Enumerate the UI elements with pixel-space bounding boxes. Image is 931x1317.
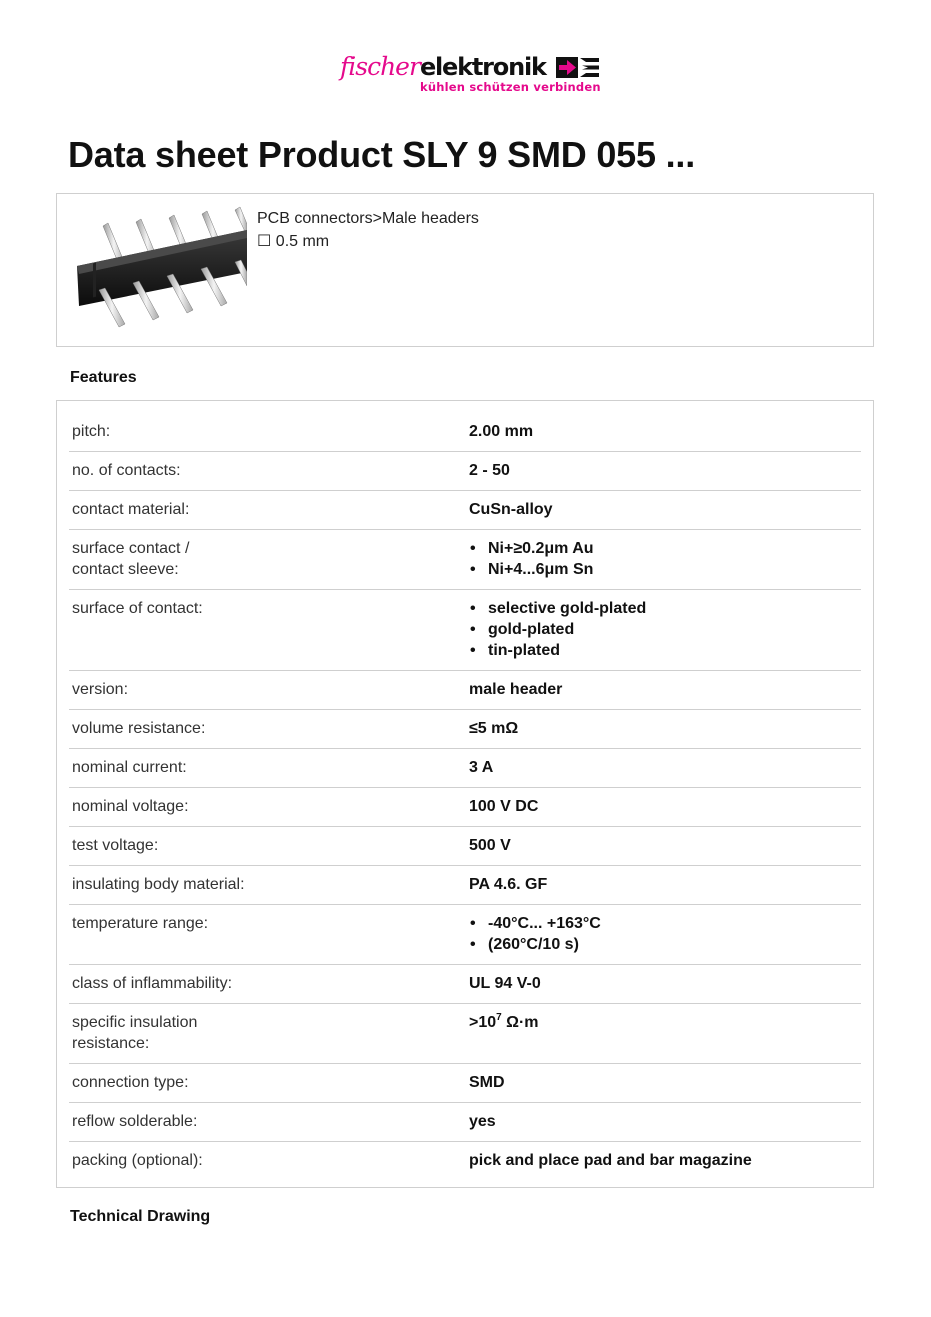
product-summary: [56, 193, 874, 347]
feature-label-line: specific insulation: [72, 1014, 198, 1031]
feature-value: UL 94 V-0: [469, 975, 541, 992]
feature-row-nominal-current: [69, 749, 861, 788]
feature-value-item: • tin-plated: [469, 640, 861, 661]
feature-label: no. of contacts:: [72, 462, 181, 479]
logo-tagline: kühlen schützen verbinden: [420, 80, 601, 94]
feature-value-item: • (260°C/10 s): [469, 934, 861, 955]
feature-label: surface of contact:: [72, 600, 203, 617]
feature-row-pitch: [69, 413, 861, 452]
feature-label: insulating body material:: [72, 876, 245, 893]
feature-label: contact material:: [72, 501, 190, 518]
logo-brand-part1: fischer: [340, 52, 420, 81]
feature-value: 2.00 mm: [469, 423, 534, 440]
feature-row-insulating-body: [69, 866, 861, 905]
feature-row-inflammability: [69, 965, 861, 1004]
feature-row-nominal-voltage: [69, 788, 861, 827]
feature-value: [469, 538, 861, 589]
feature-value-item: • gold-plated: [469, 619, 861, 640]
feature-row-insulation-resistance: [69, 1004, 861, 1064]
feature-row-version: [69, 671, 861, 710]
features-table: [56, 400, 874, 1188]
feature-label: packing (optional):: [72, 1152, 203, 1169]
feature-value-item: • -40°C... +163°C: [469, 913, 861, 934]
feature-label: version:: [72, 681, 129, 698]
feature-label: nominal voltage:: [72, 798, 189, 815]
feature-row-surface-of-contact: [69, 590, 861, 671]
pin-size: ☐ 0.5 mm: [257, 233, 330, 250]
feature-label: class of inflammability:: [72, 975, 233, 992]
feature-value-item: • selective gold-plated: [469, 598, 861, 619]
feature-row-temperature-range: [69, 905, 861, 965]
features-heading: Features: [70, 369, 137, 386]
feature-value: [469, 598, 861, 670]
feature-value: PA 4.6. GF: [469, 876, 548, 893]
feature-label: [69, 538, 469, 589]
feature-row-test-voltage: [69, 827, 861, 866]
feature-row-surface-contact: [69, 530, 861, 590]
feature-label: volume resistance:: [72, 720, 206, 737]
value-base: >10: [469, 1014, 497, 1031]
product-category: [257, 207, 479, 253]
feature-row-contact-material: [69, 491, 861, 530]
value-exponent: 7: [496, 1012, 502, 1023]
value-unit: Ω·m: [501, 1014, 539, 1031]
feature-label: test voltage:: [72, 837, 159, 854]
feature-label: connection type:: [72, 1074, 189, 1091]
logo-arrow-icon: [556, 57, 600, 78]
feature-label: reflow solderable:: [72, 1113, 198, 1130]
feature-label-line: resistance:: [72, 1035, 150, 1052]
feature-value: CuSn-alloy: [469, 501, 553, 518]
feature-row-reflow: [69, 1103, 861, 1142]
feature-label: [69, 1012, 469, 1063]
feature-label-line: surface contact /: [72, 540, 190, 557]
feature-label-line: contact sleeve:: [72, 561, 179, 578]
product-image: [71, 206, 247, 334]
feature-value: 500 V: [469, 837, 511, 854]
feature-row-volume-resistance: [69, 710, 861, 749]
category-path: PCB connectors>Male headers: [257, 210, 479, 227]
feature-row-connection-type: [69, 1064, 861, 1103]
feature-row-contacts: [69, 452, 861, 491]
feature-value: 100 V DC: [469, 798, 539, 815]
feature-row-packing: [69, 1142, 861, 1181]
company-logo: [340, 54, 600, 96]
feature-value: pick and place pad and bar magazine: [469, 1152, 752, 1169]
feature-value: [469, 913, 861, 964]
feature-value: male header: [469, 681, 563, 698]
connector-image: [71, 206, 247, 334]
feature-value: SMD: [469, 1074, 505, 1091]
feature-value-item: • Ni+≥0.2μm Au: [469, 538, 861, 559]
technical-drawing-heading: Technical Drawing: [70, 1208, 211, 1225]
feature-label: nominal current:: [72, 759, 187, 776]
feature-value: yes: [469, 1113, 496, 1130]
feature-value: 3 A: [469, 759, 494, 776]
logo-brand-part2: elektronik: [419, 53, 546, 81]
feature-value: ≤5 mΩ: [469, 720, 519, 737]
feature-label: temperature range:: [72, 915, 209, 932]
feature-value: [469, 1012, 861, 1063]
feature-value: 2 - 50: [469, 462, 510, 479]
page-title: Data sheet Product SLY 9 SMD 055 ...: [68, 134, 696, 175]
feature-label: pitch:: [72, 423, 111, 440]
feature-value-item: • Ni+4...6μm Sn: [469, 559, 861, 580]
